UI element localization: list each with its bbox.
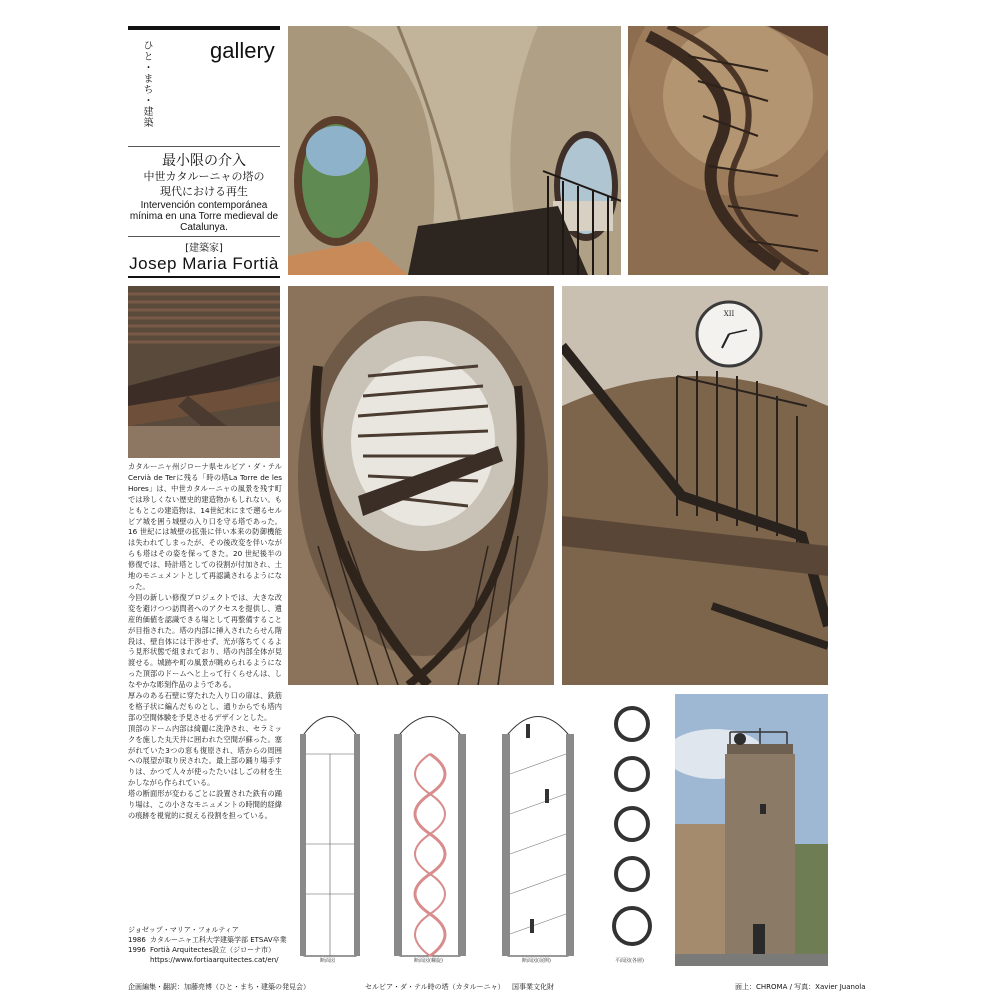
article-subtitle-jp: 中世カタルーニャの塔の 現代における再生 xyxy=(143,170,265,198)
header-top-rule xyxy=(128,26,280,30)
body-paragraph: 厚みのある石壁に穿たれた入り口の扉は、鉄筋を格子状に編んだものとし、通りからでも塔内部の空間体験を予見させるデザインとした。 xyxy=(128,691,282,722)
body-paragraph: 塔の断面形が変わるごとに設置された鉄有の踊り場は、この小さなモニュメントの時間的経緯の痕跡を視覚的に捉える役割を担っている。 xyxy=(128,789,282,820)
series-vertical-title: ひと・まち・建築 xyxy=(141,40,152,128)
divider xyxy=(128,146,280,147)
body-paragraph: カタルーニャ州ジローナ県セルビア・ダ・テルCervià de Terに残る「時の塔La Torre de les Hores」は、中世カタルーニャの風景を残す町では珍しくない歴史的建造物かもしれない。もともとこの建造物は、14世紀末にまで遡るセルビア城を囲う城壁の入り口を守る塔であった。16 世紀には城壁の拡張に伴い本来の防御機能は失われてしまったが、その後改変を伴いながらも塔はその姿を保ってきた。20 世紀後半の修復では、時計塔としての役割が付加され、土地のモニュメントとして再認識されるようになった。 xyxy=(128,462,282,591)
architect-name-kana: ジョゼップ・マリア・フォルティア xyxy=(128,926,239,934)
tower-section-2 xyxy=(394,717,466,957)
body-paragraph: 今回の新しい修復プロジェクトでは、大きな改変を避けつつ訪問者へのアクセスを提供し、遺産的価値を認識できる場として再整備することが目指された。塔の内部に挿入されたらせん階段は、壁自体には干渉せず、光が落ちてくるよう見形状態で組まれており、塔の内部全体が見渡せる。城跡や町の風景が眺められるようになった頂部のドームへと上って行くらせんは、しなやかな彫刻作品のようである。 xyxy=(128,592,282,690)
section-drawings xyxy=(290,694,668,966)
tower-section-1 xyxy=(300,717,360,957)
architect-tag: [建築家] xyxy=(185,243,223,254)
article-body xyxy=(128,462,282,822)
divider xyxy=(128,236,280,237)
drawing-label: 断面図(展開) xyxy=(522,958,551,964)
divider xyxy=(128,276,280,278)
clock-numeral: XII xyxy=(723,310,735,318)
heritage-caption: 国事業文化財 xyxy=(512,983,554,991)
drawing-label: 断面図 xyxy=(320,958,336,964)
editor-credit: 企画編集・翻訳：加藤亮博（ひと・まち・建築の発見会） xyxy=(128,983,310,991)
article-title: 最小限の介入 xyxy=(162,153,246,169)
drawing-label: 断面図(螺旋) xyxy=(414,958,443,964)
architect-bio xyxy=(128,925,288,965)
drawing-caption: セルビア・ダ・テル時の塔（カタルーニャ） xyxy=(365,983,505,991)
photo-spiral-up xyxy=(628,26,828,275)
photo-spiral-looking-up xyxy=(288,286,554,685)
photo-rebar-detail xyxy=(128,286,280,458)
tower-plans xyxy=(614,708,650,944)
body-paragraph: 頂部のドーム内部は綺麗に洗浄され、セラミックを施した丸天井に囲われた空間が蘇った。塞がれていた3つの窓も復原され、塔からの周囲への展望が取り戻された。最上部の踊り場手すりは、かつて人々が使ったたいはしごの材を生かしながら作られている。 xyxy=(128,723,282,788)
drawing-label: 平面図(各層) xyxy=(615,958,644,964)
photo-dome-interior xyxy=(288,26,621,275)
section-label: gallery xyxy=(210,38,275,63)
tower-section-3 xyxy=(502,717,574,957)
photo-tower-exterior xyxy=(675,694,828,966)
architect-name: Josep Maria Fortià xyxy=(129,254,279,273)
article-subtitle-es: Intervención contemporánea mínima en una Torre medieval de Catalunya. xyxy=(129,200,279,233)
photo-clock-stair xyxy=(562,286,828,685)
bio-entry: 1996 Fortià Arquitectes設立（ジローナ市） https://www.fortiaarquitectes.cat/en/ xyxy=(128,946,279,964)
photo-credit: 面上：CHROMA / 写真：Xavier Juanola xyxy=(735,983,866,991)
bio-entry: 1986 カタルーニャ工科大学建築学部 ETSAV卒業 xyxy=(128,936,287,944)
